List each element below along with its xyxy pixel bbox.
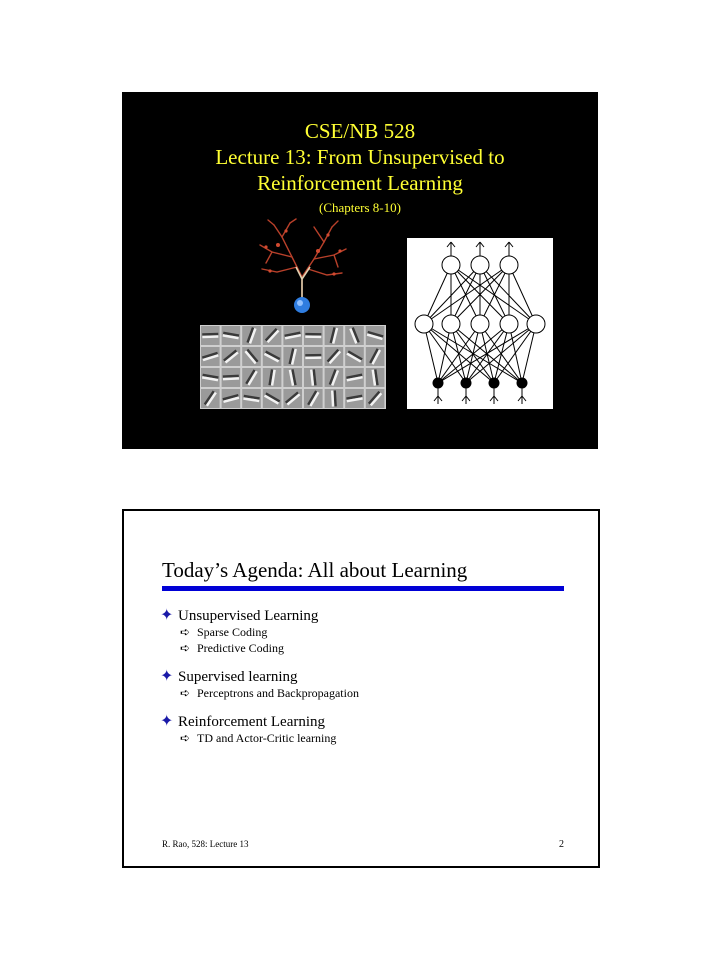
star-bullet-icon: ✦ — [160, 607, 174, 624]
receptive-fields-image — [200, 325, 386, 409]
output-node — [500, 256, 518, 274]
sub-bullet-label: TD and Actor-Critic learning — [197, 731, 337, 745]
star-bullet-icon: ✦ — [160, 668, 174, 685]
arrow-bullet-icon: ➪ — [180, 625, 191, 639]
bullet-supervised — [160, 666, 298, 686]
bullet-label: Unsupervised Learning — [178, 608, 319, 624]
arrow-bullet-icon: ➪ — [180, 686, 191, 700]
arrow-bullet-icon: ➪ — [180, 641, 191, 655]
input-node — [433, 378, 443, 388]
agenda-slide — [122, 509, 600, 868]
input-node — [461, 378, 471, 388]
hidden-node — [527, 315, 545, 333]
page-number: 2 — [559, 839, 564, 850]
filter-stripe — [305, 356, 321, 359]
sub-bullet-label: Perceptrons and Backpropagation — [197, 686, 359, 700]
sub-bullet-td — [180, 731, 336, 746]
input-node — [489, 378, 499, 388]
bullet-unsupervised — [160, 605, 318, 625]
hidden-node — [415, 315, 433, 333]
input-node — [517, 378, 527, 388]
sub-bullet-label: Sparse Coding — [197, 625, 268, 639]
bullet-reinforcement — [160, 711, 325, 731]
hidden-node — [471, 315, 489, 333]
sub-bullet-sparse — [180, 625, 267, 640]
output-node — [471, 256, 489, 274]
slide-subtitle: (Chapters 8-10) — [319, 200, 401, 215]
neural-network-diagram — [407, 238, 553, 409]
slide-title-line-3: Reinforcement Learning — [257, 171, 463, 195]
bullet-label: Supervised learning — [178, 669, 298, 685]
sub-bullet-predictive — [180, 641, 284, 656]
sub-bullet-label: Predictive Coding — [197, 641, 284, 655]
filter-grid — [200, 325, 386, 409]
output-node — [442, 256, 460, 274]
star-bullet-icon: ✦ — [160, 713, 174, 730]
title-underline — [162, 586, 564, 591]
hidden-node — [500, 315, 518, 333]
slide-title-line-2: Lecture 13: From Unsupervised to — [215, 145, 505, 169]
arrow-bullet-icon: ➪ — [180, 731, 191, 745]
agenda-title: Today’s Agenda: All about Learning — [162, 558, 468, 582]
filter-stripe — [305, 333, 321, 336]
neuron-image — [252, 217, 352, 317]
footer-citation: R. Rao, 528: Lecture 13 — [162, 839, 249, 849]
filter-stripe — [305, 354, 321, 357]
slide-title-line-1: CSE/NB 528 — [304, 119, 416, 143]
title-slide — [122, 92, 598, 449]
sub-bullet-perceptrons — [180, 686, 359, 701]
hidden-node — [442, 315, 460, 333]
bullet-label: Reinforcement Learning — [178, 714, 326, 730]
filter-stripe — [305, 335, 321, 338]
